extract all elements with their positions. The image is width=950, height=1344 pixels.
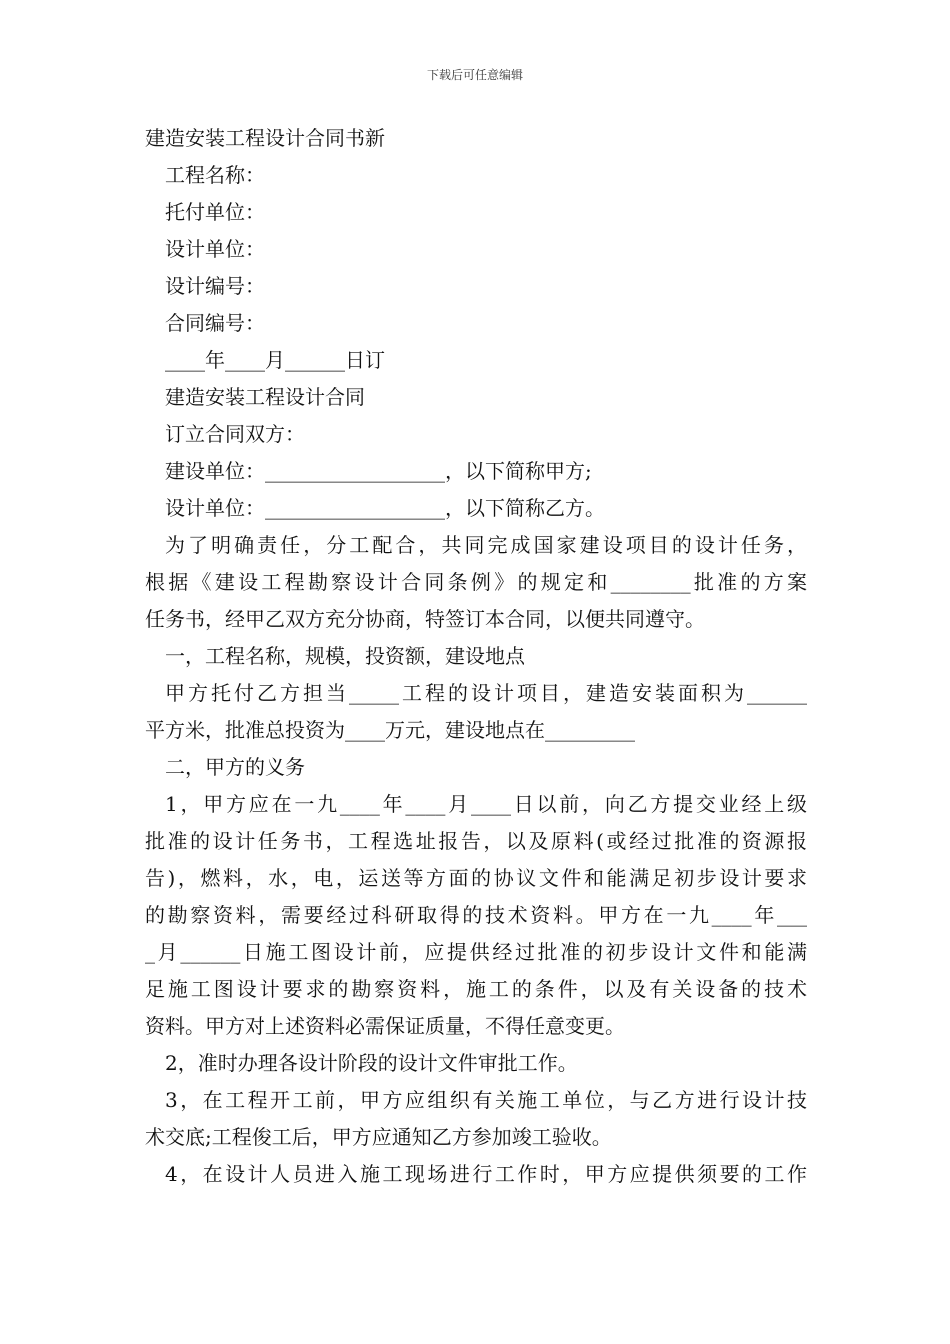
paragraph-line: 为了明确责任，分工配合，共同完成国家建设项目的设计任务， <box>165 533 807 557</box>
paragraph-line: 术交底;工程俊工后，甲方应通知乙方参加竣工验收。 <box>145 1125 612 1149</box>
field-design-number: 设计编号： <box>165 274 265 298</box>
paragraph-line: 3，在工程开工前，甲方应组织有关施工单位，与乙方进行设计技 <box>165 1088 807 1112</box>
field-client-unit: 托付单位： <box>165 200 265 224</box>
paragraph-line: 根据《建设工程勘察设计合同条例》的规定和________批准的方案 <box>145 570 807 594</box>
paragraph-line: 4，在设计人员进入施工现场进行工作时，甲方应提供须要的工作 <box>165 1162 807 1186</box>
paragraph-line: 甲方托付乙方担当_____工程的设计项目，建造安装面积为______ <box>165 681 807 705</box>
paragraph-line: 批准的设计任务书，工程选址报告，以及原料(或经过批准的资源报 <box>145 829 807 853</box>
section-heading-2: 二，甲方的义务 <box>165 755 305 779</box>
paragraph-line: 告)，燃料，水，电，运送等方面的协议文件和能满足初步设计要求 <box>145 866 807 890</box>
paragraph-line: 平方米，批准总投资为____万元，建设地点在_________ <box>145 718 635 742</box>
field-contract-number: 合同编号： <box>165 311 265 335</box>
paragraph-line: 1，甲方应在一九____年____月____日以前，向乙方提交业经上级 <box>165 792 807 816</box>
paragraph-line: 任务书，经甲乙双方充分协商，特签订本合同，以便共同遵守。 <box>145 607 705 631</box>
field-signing-date: ____年____月______日订 <box>165 348 385 372</box>
paragraph-line: 2，准时办理各设计阶段的设计文件审批工作。 <box>165 1051 578 1075</box>
parties-heading: 订立合同双方： <box>165 422 305 446</box>
paragraph-line: 的勘察资料，需要经过科研取得的技术资料。甲方在一九____年___ <box>145 903 807 927</box>
section-heading-1: 一，工程名称，规模，投资额，建设地点 <box>165 644 525 668</box>
paragraph-line: _月______日施工图设计前，应提供经过批准的初步设计文件和能满 <box>145 940 807 964</box>
field-project-name: 工程名称： <box>165 163 265 187</box>
paragraph-line: 资料。甲方对上述资料必需保证质量，不得任意变更。 <box>145 1014 625 1038</box>
paragraph-line: 足施工图设计要求的勘察资料，施工的条件，以及有关设备的技术 <box>145 977 807 1001</box>
party-b-line: 设计单位：__________________，以下简称乙方。 <box>165 496 605 520</box>
party-a-line: 建设单位：__________________，以下简称甲方; <box>165 459 592 483</box>
document-body <box>145 120 807 1193</box>
page-header: 下载后可任意编辑 <box>426 68 523 82</box>
field-design-unit: 设计单位： <box>165 237 265 261</box>
document-title: 建造安装工程设计合同书新 <box>145 126 385 150</box>
contract-heading: 建造安装工程设计合同 <box>165 385 365 409</box>
